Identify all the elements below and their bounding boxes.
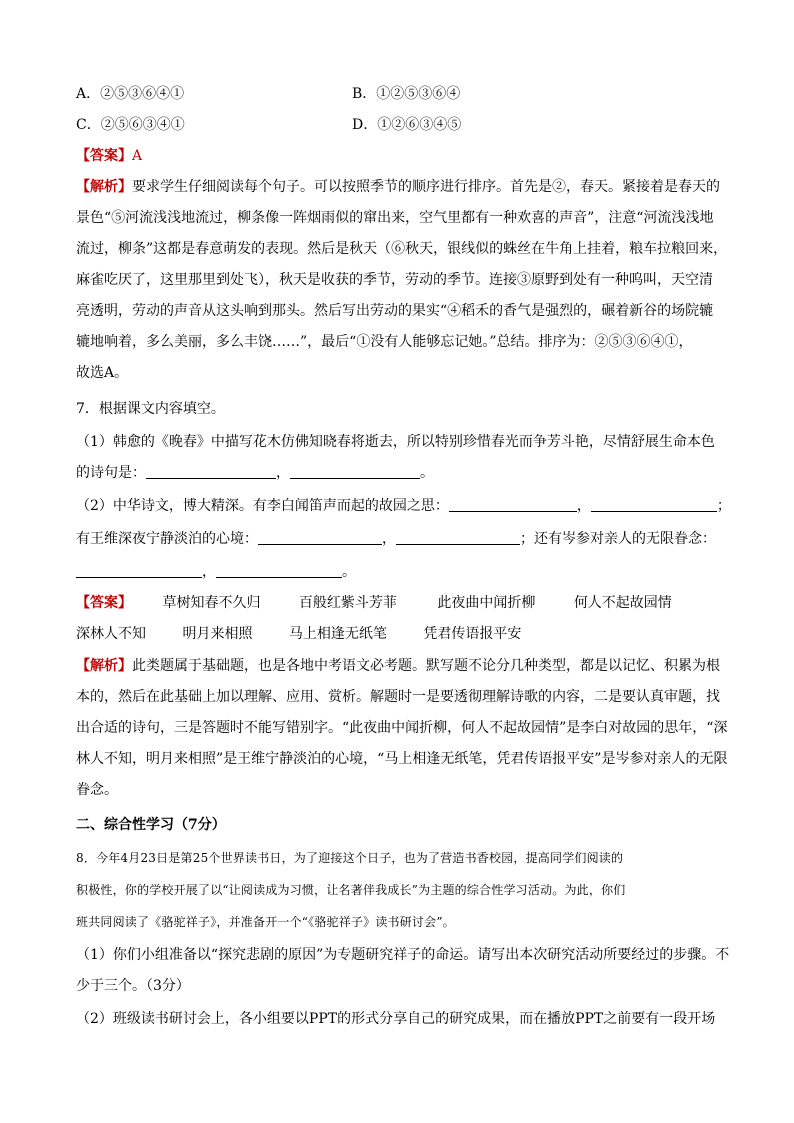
q7-analysis-line-1 <box>76 656 726 676</box>
period: 。 <box>342 564 356 580</box>
answer-item: 深林人不知 <box>76 626 146 642</box>
blank-field[interactable] <box>146 464 276 479</box>
q7-p1-line2 <box>76 463 726 483</box>
period: 。 <box>420 465 434 481</box>
blank-field[interactable] <box>216 563 342 578</box>
q6-analysis-line-2: 景色“⑤河流浅浅地流过，柳条像一阵烟雨似的窜出来，空气里都有一种欢喜的声音”，注意“河流浅浅地 <box>76 210 714 226</box>
q6-analysis-line-4: 麻雀吃厌了，这里那里到处飞），秋天是收获的季节，劳动的季节。连接③原野到处有一种呜叫，天空清 <box>76 272 713 288</box>
option-b: B．①②⑤③⑥④ <box>352 86 461 102</box>
q7-analysis-line-3: 出合适的诗句，三是答题时不能写错别字。“此夜曲中闻折柳，何人不起故园情”是李白对故园的思年，“深 <box>76 720 728 736</box>
analysis-text: 要求学生仔细阅读每个句子。可以按照季节的顺序进行排序。首先是②，春天。紧接着是春天的 <box>132 179 720 195</box>
q6-analysis-line-5: 亮透明，劳动的声音从这头响到那头。然后写出劳动的果实“④稻禾的香气是强烈的，碾着新谷的场院辘 <box>76 303 714 319</box>
option-d: D．①②⑥③④⑤ <box>352 117 462 133</box>
analysis-tag: 【解析】 <box>76 179 132 195</box>
comma: ， <box>576 498 591 514</box>
q8-p2-line: （2）班级读书研讨会上，各小组要以PPT的形式分享自己的研究成果，而在播放PPT之前要有一段开场 <box>76 1011 716 1027</box>
blank-field[interactable] <box>396 530 520 545</box>
answer-item: 马上相逢无纸笔 <box>288 626 387 642</box>
q6-analysis-line-7: 故选A。 <box>76 365 129 381</box>
q8-p1-line-1: （1）你们小组准备以“探究悲剧的原因”为专题研究祥子的命运。请写出本次研究活动所要经过的步骤。不 <box>76 947 730 963</box>
comma: ， <box>202 564 216 580</box>
section-title: 二、综合性学习（7分） <box>76 817 226 833</box>
q6-analysis-line-6: 辘地响着，多么美丽，多么丰饶……”，最后“①没有人能够忘记她。”总结。排序为：②⑤③⑥④①， <box>76 334 693 350</box>
q7-p2-line3 <box>76 562 726 582</box>
option-c: C．②⑤⑥③④① <box>76 117 185 133</box>
blank-field[interactable] <box>449 497 577 512</box>
answer-item: 百般红紫斗芳菲 <box>298 595 397 611</box>
answer-item: 明月来相照 <box>182 626 253 642</box>
answer-tag: 【答案】 <box>76 595 132 611</box>
q7-analysis-line-4: 林人不知，明月来相照”是王维宁静淡泊的心境，“马上相逢无纸笔，凭君传语报平安”是岑参对亲人的无限 <box>76 751 728 767</box>
answer-item: 凭君传语报平安 <box>423 626 522 642</box>
answer-tag: 【答案】 <box>76 148 132 164</box>
q8-intro-line-3: 班共同阅读了《骆驼祥子》，并准备开一个“《骆驼祥子》读书研讨会”。 <box>76 915 455 929</box>
q7-p2-line2 <box>76 529 726 549</box>
answer-item: 此夜曲中闻折柳 <box>437 595 536 611</box>
q8-p1-line-2: 少于三个。（3分） <box>76 978 190 994</box>
q8-intro-line-2: 积极性，你的学校开展了以“让阅读成为习惯，让名著伴我成长”为主题的综合性学习活动。为此，你们 <box>76 883 626 897</box>
comma: ， <box>382 531 396 547</box>
analysis-tag: 【解析】 <box>76 658 132 674</box>
q7-analysis-line-5: 眷念。 <box>76 782 118 798</box>
blank-field[interactable] <box>591 497 717 512</box>
q7-title: 7．根据课文内容填空。 <box>76 401 225 417</box>
answer-item: 草树知春不久归 <box>162 595 261 611</box>
q6-answer <box>76 146 726 166</box>
blank-field[interactable] <box>258 530 382 545</box>
option-a: A．②⑤③⑥④① <box>76 86 185 102</box>
q7-p2-prefix: （2）中华诗文，博大精深。有李白闻笛声而起的故园之思： <box>76 498 449 514</box>
q8-intro-line-1: 8．今年4月23日是第25个世界读书日，为了迎接这个日子，也为了营造书香校园，提高同学们阅读的 <box>76 851 624 865</box>
semicolon: ； <box>716 498 731 514</box>
q7-p2-mid: ；还有岑参对亲人的无限眷念： <box>520 531 716 547</box>
q7-p1-prefix: 的诗句是： <box>76 465 146 481</box>
q7-p2-line1 <box>76 496 731 516</box>
blank-field[interactable] <box>290 464 420 479</box>
q7-answer-row1 <box>76 593 726 613</box>
q6-analysis-line-1 <box>76 177 726 197</box>
blank-field[interactable] <box>76 563 202 578</box>
q6-analysis-line-3: 流过，柳条”这都是春意萌发的表现。然后是秋天（⑥秋天，银线似的蛛丝在牛角上挂着，粮车拉粮回来， <box>76 241 728 257</box>
q7-p1-line1: （1）韩愈的《晚春》中描写花木仿佛知晓春将逝去，所以特别珍惜春光而争芳斗艳，尽情舒展生命本色 <box>76 434 715 450</box>
q7-p2-prefix2: 有王维深夜宁静淡泊的心境： <box>76 531 258 547</box>
answer-item: 何人不起故园情 <box>573 595 672 611</box>
comma: ， <box>276 465 290 481</box>
q7-answer-row2 <box>76 624 726 644</box>
q7-analysis-line-2: 本的，然后在此基础上加以理解、应用、赏析。解题时一是要透彻理解诗歌的内容，二是要认真审题，找 <box>76 689 720 705</box>
analysis-text: 此类题属于基础题，也是各地中考语文必考题。默写题不论分几种类型，都是以记忆、积累为根 <box>132 658 720 674</box>
answer-value: A <box>132 148 143 164</box>
